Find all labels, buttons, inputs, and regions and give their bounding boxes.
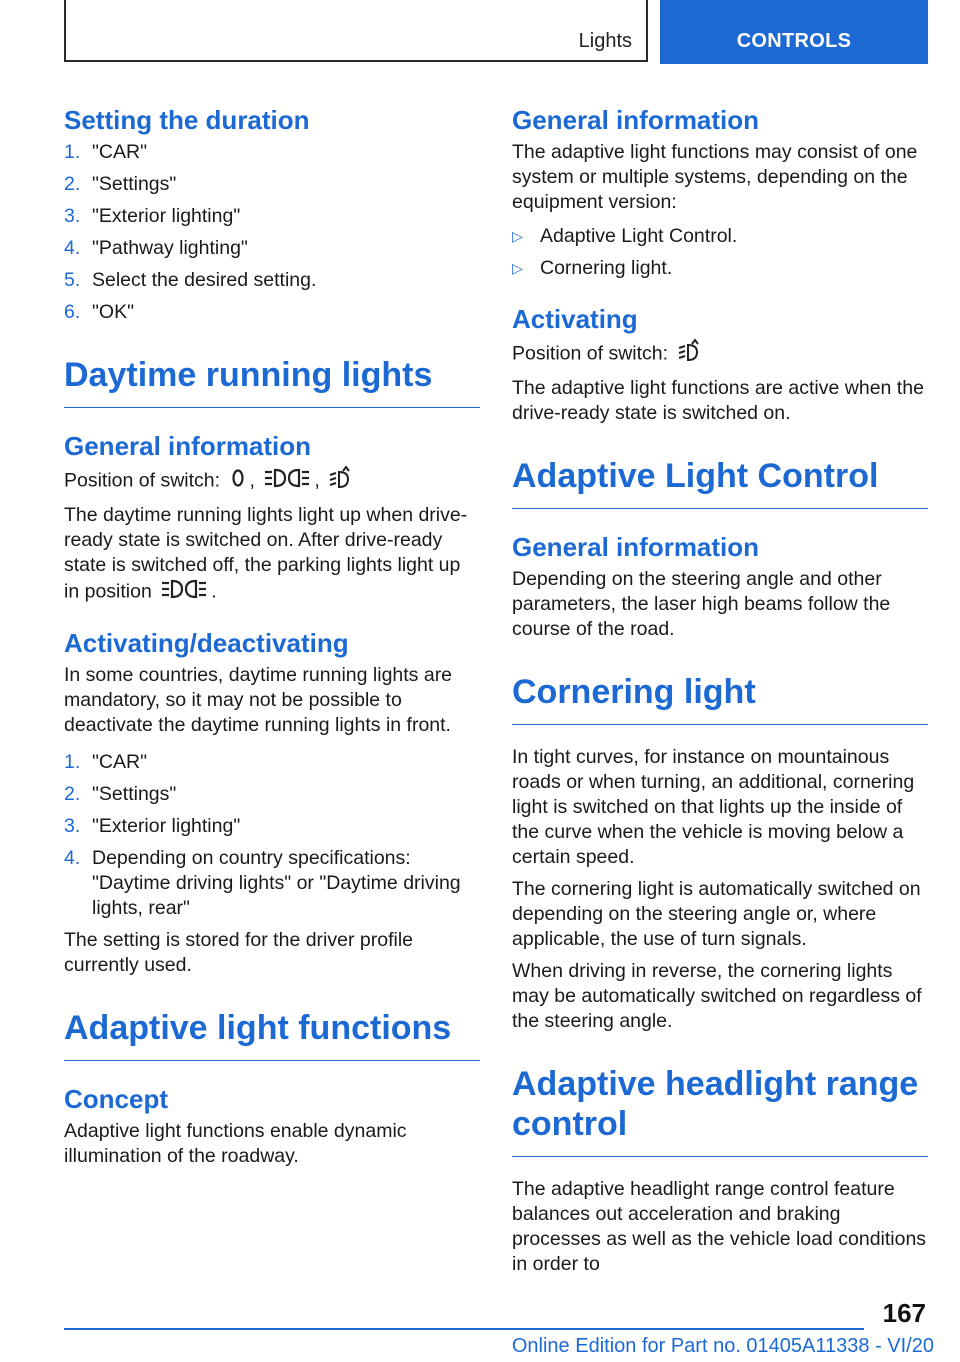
- heading-alc-general-info: General information: [512, 532, 760, 562]
- activating-text: The adaptive light functions are active when the drive-ready state is switched on.: [512, 377, 924, 424]
- list-item: 2. "Settings": [64, 173, 177, 195]
- auto-headlight-icon: [678, 339, 702, 370]
- list-item: 5. Select the desired setting.: [64, 269, 317, 291]
- title-adaptive-headlight-range-control: Adaptive headlight range control: [512, 1064, 928, 1157]
- adaptive-systems-list: [512, 224, 928, 281]
- header-chapter-tab: [660, 0, 928, 64]
- list-item: 4. "Pathway lighting": [64, 237, 248, 259]
- general-info-text: The adaptive light functions may consist of one system or multiple systems, depending on the equipment version:: [512, 141, 918, 213]
- header-chapter-title: CONTROLS: [736, 30, 852, 52]
- switch-position-line: Position of switch:: [512, 339, 928, 370]
- right-column: [512, 100, 928, 1277]
- page-number: 167: [882, 1298, 926, 1328]
- list-item: 3. "Exterior lighting": [64, 205, 241, 227]
- auto-headlight-icon: [329, 466, 353, 497]
- list-item: 2. "Settings": [64, 783, 177, 805]
- title-adaptive-light-control: Adaptive Light Control: [512, 456, 928, 509]
- heading-setting-duration: Setting the duration: [64, 105, 310, 135]
- heading-activating: Activating: [512, 304, 638, 334]
- steps-setting-duration: [64, 140, 480, 325]
- list-item: 1. "CAR": [64, 141, 148, 163]
- header-section-box: [64, 0, 648, 62]
- list-item: 4. Depending on country specifications: "Daytime driving lights" or "Daytime driving lights, rear": [64, 847, 461, 919]
- cornering-text-3: When driving in reverse, the cornering lights may be automatically switched on regardless of the steering angle.: [512, 960, 922, 1032]
- list-item: 1. "CAR": [64, 751, 148, 773]
- heading-activating-deactivating: Activating/deactivating: [64, 628, 349, 658]
- steps-drl: [64, 750, 480, 921]
- title-daytime-running-lights: Daytime running lights: [64, 355, 480, 408]
- switch-position-line: Position of switch: , ,: [64, 466, 480, 497]
- ahrc-text: The adaptive headlight range control feature balances out acceleration and braking processes as well as the vehicle load conditions in order to: [512, 1178, 927, 1275]
- list-item: 3. "Exterior lighting": [64, 815, 241, 837]
- list-item: ▷ Adaptive Light Control.: [512, 225, 738, 247]
- setting-stored-note: The setting is stored for the driver profile currently used.: [64, 929, 413, 976]
- alc-text: Depending on the steering angle and other parameters, the laser high beams follow the course of the road.: [512, 568, 891, 640]
- drl-description: The daytime running lights light up when drive-ready state is switched on. After drive-ready state is switched off, the parking lights light up in position .: [64, 503, 480, 607]
- heading-general-information: General information: [512, 105, 760, 135]
- triangle-bullet-icon: ▷: [512, 260, 523, 276]
- cornering-text-2: The cornering light is automatically switched on depending on the steering angle or, where applicable, the use of turn signals.: [512, 878, 921, 950]
- page-header: [64, 0, 928, 66]
- header-section-title: Lights: [578, 30, 632, 52]
- title-adaptive-light-functions: Adaptive light functions: [64, 1008, 480, 1061]
- title-cornering-light: Cornering light: [512, 672, 928, 725]
- list-item: 6. "OK": [64, 301, 135, 323]
- activating-deactivating-text: In some countries, daytime running lights are mandatory, so it may not be possible to deactivate the daytime running lights in front.: [64, 664, 453, 736]
- left-column: [64, 100, 480, 1169]
- switch-position-0-icon: [230, 467, 246, 496]
- cornering-text-1: In tight curves, for instance on mountainous roads or when turning, an additional, cornering light is switched on that lights up the inside of the curve when the vehicle is moving below a certain speed.: [512, 746, 915, 868]
- list-item: ▷ Cornering light.: [512, 257, 673, 279]
- triangle-bullet-icon: ▷: [512, 228, 523, 244]
- concept-text: Adaptive light functions enable dynamic illumination of the roadway.: [64, 1120, 407, 1167]
- heading-concept: Concept: [64, 1084, 168, 1114]
- parking-lights-icon: [161, 578, 207, 607]
- heading-drl-general-info: General information: [64, 431, 312, 461]
- footer-edition: Online Edition for Part no. 01405A11338 - VI/20: [511, 1335, 934, 1357]
- footer-divider: [64, 1328, 864, 1330]
- parking-lights-icon: [264, 467, 310, 496]
